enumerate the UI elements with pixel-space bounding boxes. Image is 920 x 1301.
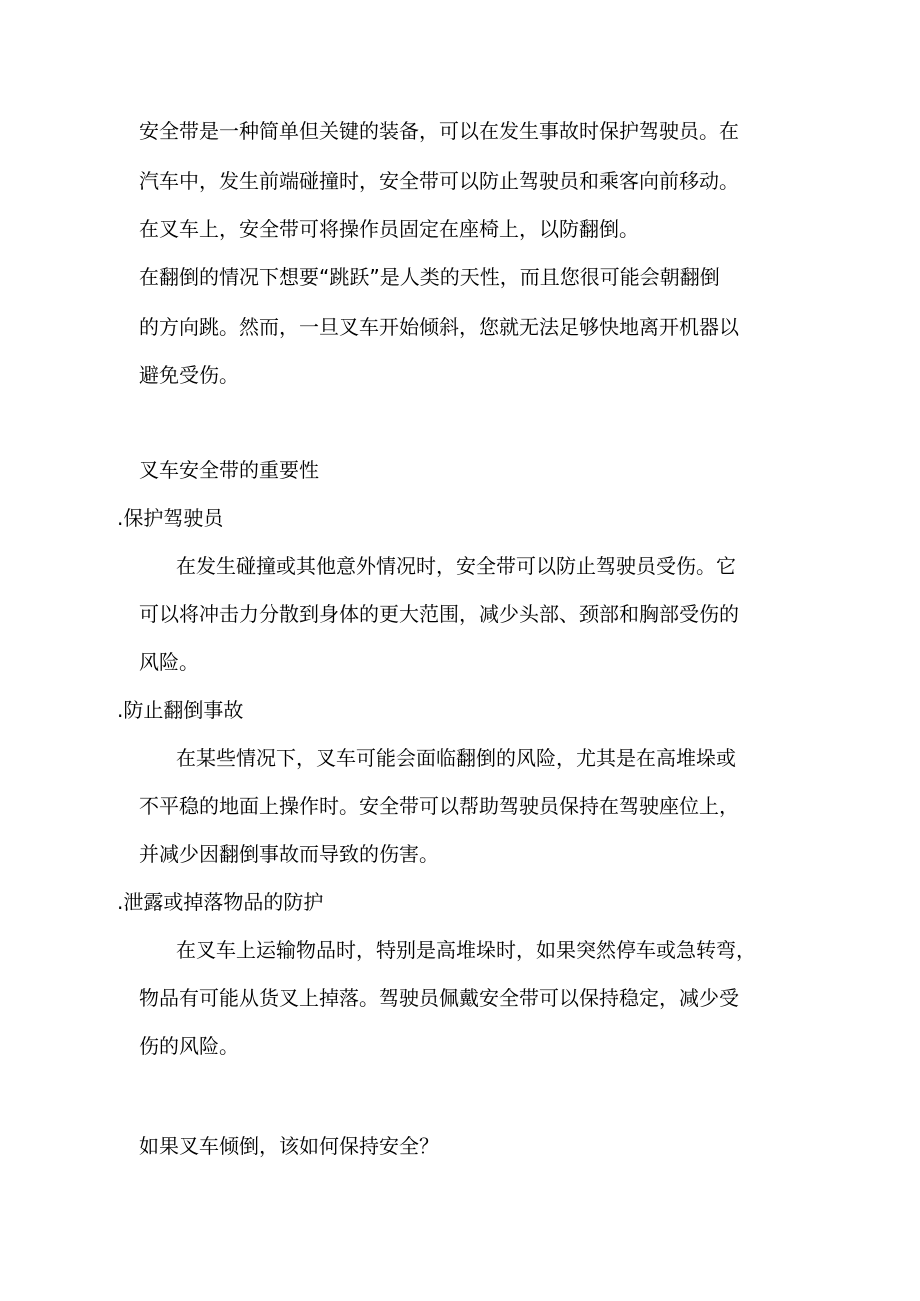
item-title-prevent-rollover: .防止翻倒事故 [117, 698, 244, 722]
item-2-line-1: 在某些情况下，叉车可能会面临翻倒的风险，尤其是在高堆垛或 [176, 746, 736, 770]
item-1-line-2: 可以将冲击力分散到身体的更大范围，减少头部、颈部和胸部受伤的 [139, 602, 739, 626]
item-1-line-3: 风险。 [139, 650, 199, 674]
section-heading: 叉车安全带的重要性 [139, 458, 319, 482]
item-1-line-1: 在发生碰撞或其他意外情况时，安全带可以防止驾驶员受伤。它 [176, 554, 736, 578]
intro-line-6: 避免受伤。 [139, 363, 239, 387]
item-2-line-2: 不平稳的地面上操作时。安全带可以帮助驾驶员保持在驾驶座位上， [139, 794, 739, 818]
intro-line-5: 的方向跳。然而，一旦叉车开始倾斜，您就无法足够快地离开机器以 [139, 315, 739, 339]
closing-heading: 如果叉车倾倒，该如何保持安全？ [139, 1134, 439, 1158]
item-2-line-3: 并减少因翻倒事故而导致的伤害。 [139, 842, 439, 866]
item-3-line-3: 伤的风险。 [139, 1034, 239, 1058]
item-3-line-1: 在叉车上运输物品时，特别是高堆垛时，如果突然停车或急转弯， [176, 938, 756, 962]
intro-line-4: 在翻倒的情况下想要“跳跃”是人类的天性，而且您很可能会朝翻倒 [139, 265, 720, 289]
intro-line-3: 在叉车上，安全带可将操作员固定在座椅上，以防翻倒。 [139, 217, 639, 241]
intro-line-2: 汽车中，发生前端碰撞时，安全带可以防止驾驶员和乘客向前移动。 [139, 169, 739, 193]
item-title-protect-driver: .保护驾驶员 [117, 506, 224, 530]
item-3-line-2: 物品有可能从货叉上掉落。驾驶员佩戴安全带可以保持稳定，减少受 [139, 986, 739, 1010]
item-title-falling-objects: .泄露或掉落物品的防护 [117, 890, 324, 914]
intro-line-1: 安全带是一种简单但关键的装备，可以在发生事故时保护驾驶员。在 [139, 119, 739, 143]
